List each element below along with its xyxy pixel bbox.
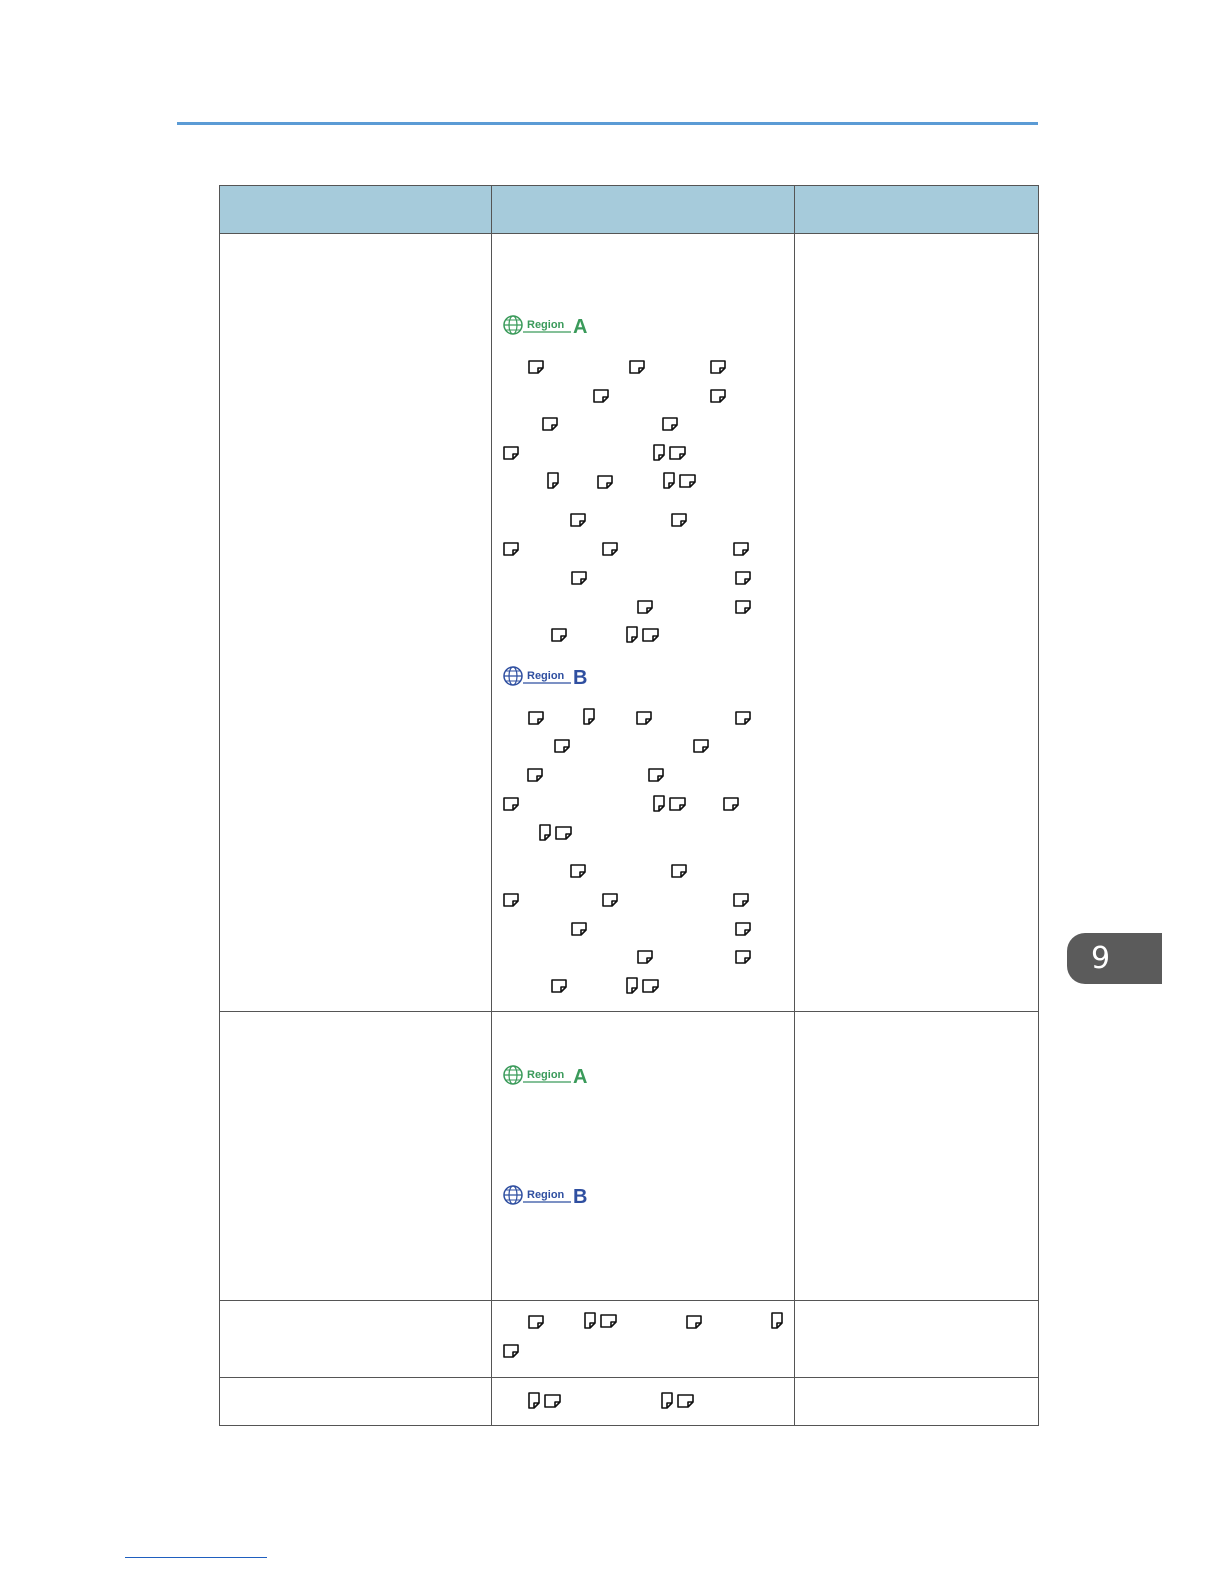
paper-landscape-icon [662,417,678,431]
paper-landscape-icon [733,542,749,556]
globe-icon [504,667,522,685]
paper-landscape-icon [503,446,519,460]
globe-icon [504,1186,522,1204]
table-header-row [220,186,1039,234]
paper-landscape-icon [693,739,709,753]
table-cell [492,1378,795,1426]
paper-landscape-icon [570,513,586,527]
spec-table [219,185,1039,1426]
paper-landscape-icon [503,797,519,811]
paper-portrait-landscape-icon [663,472,697,489]
paper-landscape-icon [602,893,618,907]
paper-portrait-landscape-icon [661,1392,695,1409]
globe-icon [504,316,522,334]
paper-landscape-icon [551,979,567,993]
paper-landscape-icon [629,360,645,374]
paper-landscape-icon [637,950,653,964]
paper-landscape-icon [637,600,653,614]
paper-landscape-icon [554,739,570,753]
paper-landscape-icon [528,360,544,374]
paper-landscape-icon [735,922,751,936]
svg-text:Region: Region [527,1189,565,1201]
paper-landscape-icon [528,711,544,725]
paper-portrait-landscape-icon [584,1312,618,1329]
table-cell [492,234,795,1012]
paper-landscape-icon [723,797,739,811]
svg-text:B: B [573,667,588,687]
svg-text:B: B [573,1186,588,1206]
table-cell [795,234,1039,1012]
paper-landscape-icon [503,1344,519,1358]
paper-landscape-icon [551,628,567,642]
header-rule [177,122,1038,125]
paper-landscape-icon [571,922,587,936]
paper-portrait-landscape-icon [626,626,660,643]
paper-portrait-landscape-icon [528,1392,562,1409]
region-b-badge [503,665,593,687]
table-cell [795,1012,1039,1301]
header-cell [795,186,1039,234]
paper-landscape-icon [671,864,687,878]
globe-icon [504,1066,522,1084]
table-cell [795,1378,1039,1426]
chapter-tab: 9 [1067,933,1162,984]
paper-landscape-icon [636,711,652,725]
paper-landscape-icon [710,360,726,374]
svg-text:A: A [573,1066,588,1086]
paper-portrait-icon [583,708,595,725]
table-cell [795,1301,1039,1378]
table-row [220,1301,1039,1378]
region-a-badge [503,1064,593,1086]
paper-landscape-icon [671,513,687,527]
paper-landscape-icon [710,389,726,403]
paper-landscape-icon [597,475,613,489]
paper-landscape-icon [602,542,618,556]
table-row [220,234,1039,1012]
table-row [220,1012,1039,1301]
paper-portrait-landscape-icon [653,795,687,812]
paper-portrait-icon [771,1312,783,1329]
svg-text:Region: Region [527,319,565,331]
table-cell [220,1301,492,1378]
table-cell [220,1378,492,1426]
paper-landscape-icon [528,1315,544,1329]
paper-portrait-landscape-icon [539,824,573,841]
paper-landscape-icon [542,417,558,431]
paper-landscape-icon [648,768,664,782]
paper-landscape-icon [503,893,519,907]
table-cell [220,234,492,1012]
paper-landscape-icon [735,600,751,614]
svg-text:A: A [573,316,588,336]
paper-landscape-icon [570,864,586,878]
paper-landscape-icon [503,542,519,556]
paper-landscape-icon [571,571,587,585]
table-cell [492,1012,795,1301]
paper-landscape-icon [527,768,543,782]
table-row [220,1378,1039,1426]
paper-landscape-icon [735,711,751,725]
svg-text:Region: Region [527,670,565,682]
paper-landscape-icon [593,389,609,403]
paper-portrait-landscape-icon [626,977,660,994]
region-b-badge [503,1184,593,1206]
paper-landscape-icon [686,1315,702,1329]
paper-landscape-icon [735,950,751,964]
header-cell [492,186,795,234]
header-cell [220,186,492,234]
paper-landscape-icon [733,893,749,907]
footer-link-underline [125,1557,267,1558]
svg-text:Region: Region [527,1069,565,1081]
region-a-badge [503,314,593,336]
table-cell [492,1301,795,1378]
table-cell [220,1012,492,1301]
paper-portrait-landscape-icon [653,444,687,461]
paper-landscape-icon [735,571,751,585]
paper-portrait-icon [547,472,559,489]
